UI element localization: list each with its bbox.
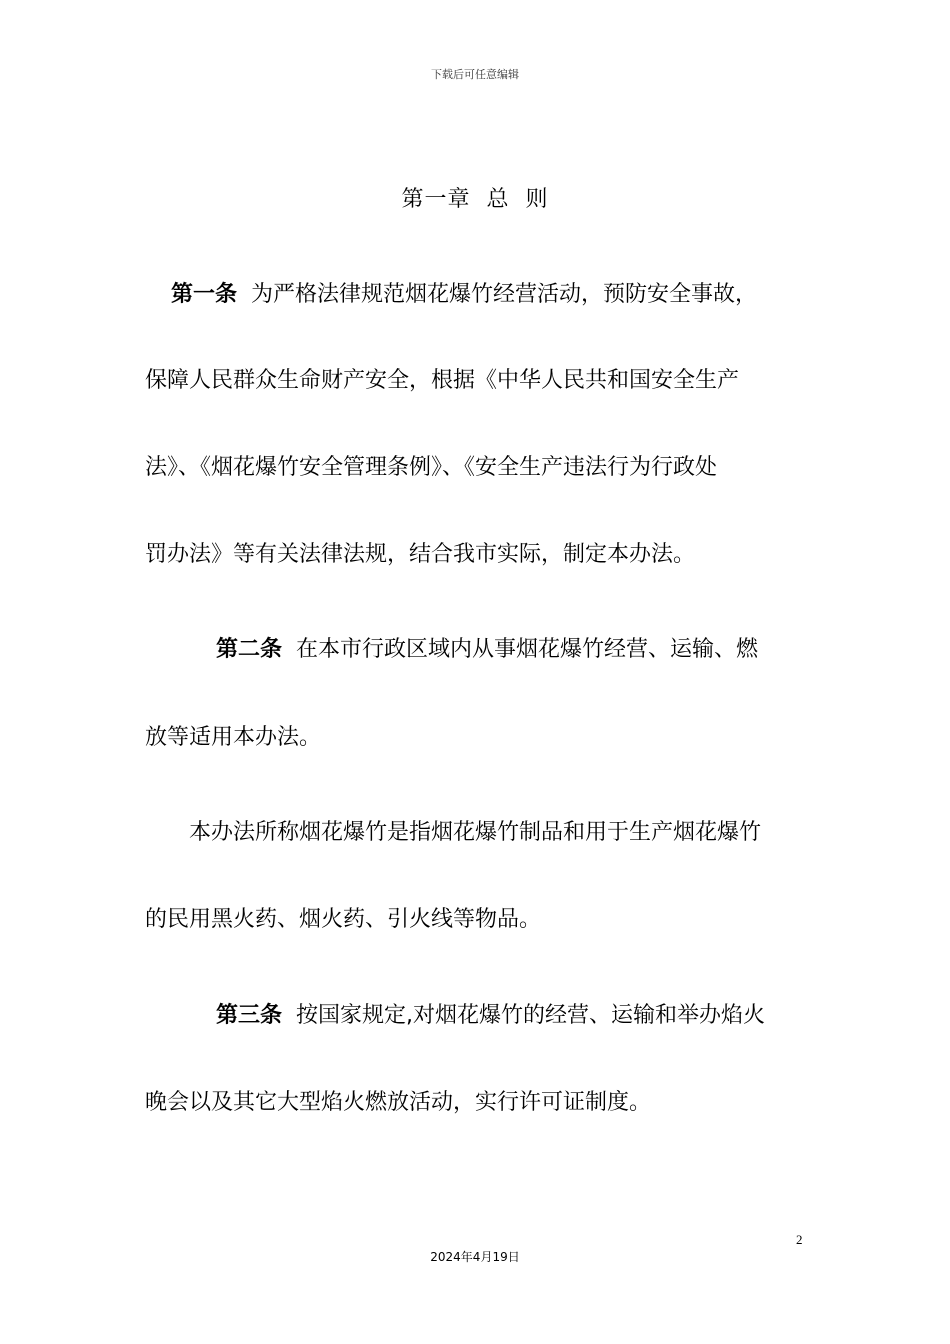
article-2-heading: 第二条 [216,637,283,662]
article-2-text-1: 在本市行政区域内从事烟花爆竹经营、运输、燃 [296,637,759,662]
article-3-line-2: 晚会以及其它大型焰火燃放活动，实行许可证制度。 [145,1090,652,1115]
chapter-title: 第一章 总 则 [401,187,549,212]
page-number: 2 [796,1232,803,1247]
article-3-heading: 第三条 [216,1003,283,1028]
article-3-line-1 [216,1001,765,1031]
article-2-paragraph-line-1: 本办法所称烟花爆竹是指烟花爆竹制品和用于生产烟花爆竹 [189,820,762,845]
article-1-line-1 [171,280,757,310]
article-1-line-2: 保障人民群众生命财产安全，根据《中华人民共和国安全生产 [145,368,740,393]
article-2-line-1 [216,635,758,665]
article-3-text-1: 按国家规定,对烟花爆竹的经营、运输和举办焰火 [296,1003,766,1028]
article-1-text-1: 为严格法律规范烟花爆竹经营活动，预防安全事故， [251,282,758,307]
article-1-line-4: 罚办法》等有关法律法规，结合我市实际，制定本办法。 [145,542,696,567]
article-2-paragraph-line-2: 的民用黑火药、烟火药、引火线等物品。 [145,907,542,932]
footer-date: 2024年4月19日 [430,1250,520,1264]
header-note: 下载后可任意编辑 [431,68,519,81]
article-2-line-2: 放等适用本办法。 [145,725,322,750]
article-1-line-3: 法》、《烟花爆竹安全管理条例》、《安全生产违法行为行政处 [145,455,718,480]
article-1-heading: 第一条 [171,282,238,307]
